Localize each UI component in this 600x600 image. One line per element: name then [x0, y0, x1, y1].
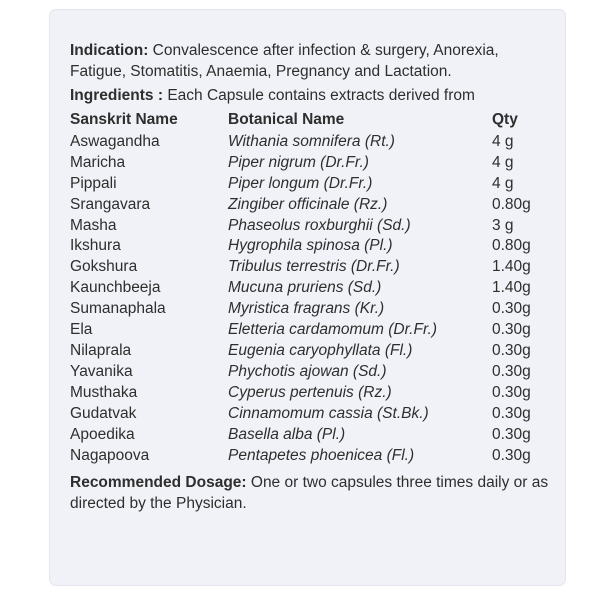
sanskrit-name-cell: Gokshura [70, 258, 138, 276]
qty-cell: 4 g [492, 132, 514, 150]
table-row [70, 320, 548, 341]
table-row [70, 425, 548, 446]
qty-cell: 0.30g [492, 446, 531, 464]
table-row [70, 132, 548, 153]
table-row [70, 257, 548, 278]
sanskrit-name-cell: Aswagandha [70, 132, 160, 150]
indication-label: Indication: [70, 42, 149, 59]
botanical-name-cell: Eugenia caryophyllata (Fl.) [228, 341, 413, 359]
label-content [70, 40, 550, 514]
botanical-name-cell: Cinnamomum cassia (St.Bk.) [228, 404, 429, 422]
ingredients-paragraph [70, 85, 550, 106]
botanical-name-cell: Pentapetes phoenicea (Fl.) [228, 446, 415, 464]
header-sanskrit-name: Sanskrit Name [70, 111, 178, 128]
sanskrit-name-cell: Pippali [70, 174, 117, 192]
botanical-name-cell: Cyperus pertenuis (Rz.) [228, 383, 392, 401]
botanical-name-cell: Phaseolus roxburghii (Sd.) [228, 216, 411, 234]
sanskrit-name-cell: Apoedika [70, 425, 135, 443]
table-row [70, 236, 548, 257]
sanskrit-name-cell: Sumanaphala [70, 300, 166, 318]
qty-cell: 0.30g [492, 362, 531, 380]
qty-cell: 0.30g [492, 425, 531, 443]
table-row [70, 362, 548, 383]
table-row [70, 446, 548, 467]
sanskrit-name-cell: Masha [70, 216, 117, 234]
botanical-name-cell: Basella alba (Pl.) [228, 425, 346, 443]
header-botanical-name: Botanical Name [228, 111, 345, 128]
botanical-name-cell: Phychotis ajowan (Sd.) [228, 362, 387, 380]
botanical-name-cell: Zingiber officinale (Rz.) [228, 195, 388, 213]
sanskrit-name-cell: Ela [70, 321, 93, 339]
ingredients-text: Each Capsule contains extracts derived from [163, 87, 475, 104]
table-row [70, 341, 548, 362]
header-qty: Qty [492, 111, 518, 128]
dosage-paragraph [70, 472, 550, 514]
qty-cell: 0.80g [492, 237, 531, 255]
sanskrit-name-cell: Nilaprala [70, 341, 132, 359]
ingredient-rows [70, 132, 548, 467]
botanical-name-cell: Piper longum (Dr.Fr.) [228, 174, 373, 192]
qty-cell: 0.30g [492, 383, 531, 401]
sanskrit-name-cell: Ikshura [70, 237, 121, 255]
qty-cell: 3 g [492, 216, 514, 234]
table-row [70, 174, 548, 195]
ingredients-label: Ingredients : [70, 87, 164, 104]
table-row [70, 299, 548, 320]
botanical-name-cell: Tribulus terrestris (Dr.Fr.) [228, 258, 400, 276]
sanskrit-name-cell: Nagapoova [70, 446, 150, 464]
dosage-label: Recommended Dosage: [70, 474, 247, 492]
table-row [70, 195, 548, 216]
indication-paragraph [70, 40, 550, 82]
qty-cell: 4 g [492, 174, 514, 192]
table-header-row [70, 110, 548, 132]
botanical-name-cell: Mucuna pruriens (Sd.) [228, 279, 382, 297]
botanical-name-cell: Myristica fragrans (Kr.) [228, 300, 385, 318]
qty-cell: 1.40g [492, 258, 531, 276]
qty-cell: 0.30g [492, 341, 531, 359]
botanical-name-cell: Piper nigrum (Dr.Fr.) [228, 153, 369, 171]
qty-cell: 0.30g [492, 300, 531, 318]
sanskrit-name-cell: Musthaka [70, 383, 138, 401]
table-row [70, 383, 548, 404]
dosage-text: One or two capsules three times daily or as directed by the Physician. [70, 474, 549, 513]
qty-cell: 4 g [492, 153, 514, 171]
sanskrit-name-cell: Maricha [70, 153, 126, 171]
botanical-name-cell: Withania somnifera (Rt.) [228, 132, 395, 150]
sanskrit-name-cell: Gudatvak [70, 404, 137, 422]
qty-cell: 1.40g [492, 279, 531, 297]
table-row [70, 278, 548, 299]
botanical-name-cell: Eletteria cardamomum (Dr.Fr.) [228, 321, 437, 339]
sanskrit-name-cell: Yavanika [70, 362, 133, 380]
indication-text: Convalescence after infection & surgery, Anorexia, Fatigue, Stomatitis, Anaemia, Pregnancy and Lactation. [70, 42, 499, 80]
table-row [70, 404, 548, 425]
sanskrit-name-cell: Kaunchbeeja [70, 279, 161, 297]
table-row [70, 216, 548, 237]
botanical-name-cell: Hygrophila spinosa (Pl.) [228, 237, 393, 255]
qty-cell: 0.80g [492, 195, 531, 213]
qty-cell: 0.30g [492, 321, 531, 339]
sanskrit-name-cell: Srangavara [70, 195, 151, 213]
ingredients-table [70, 110, 548, 466]
table-row [70, 153, 548, 174]
qty-cell: 0.30g [492, 404, 531, 422]
